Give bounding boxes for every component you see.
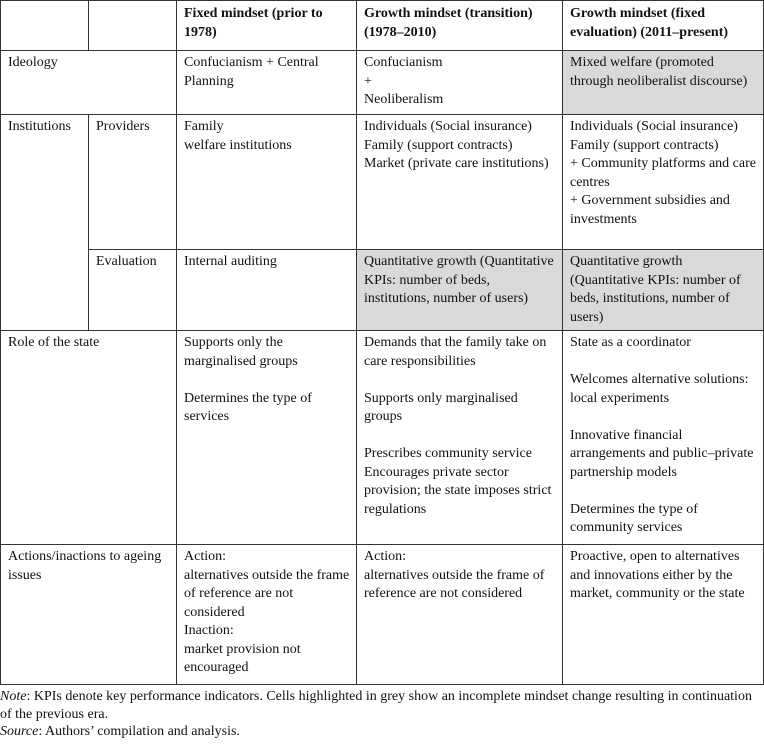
header-growth-transition: Growth mindset (transition) (1978–2010) <box>357 1 563 51</box>
cell-role-present <box>563 331 764 545</box>
cell-line: Confucianism + Central Planning <box>184 55 319 89</box>
cell-line: Quantitative growth (Quantitative KPIs: number of beds, institutions, number of users) <box>570 254 741 325</box>
cell-ideology-fixed <box>177 51 357 115</box>
header-fixed-mindset: Fixed mindset (prior to 1978) <box>177 1 357 51</box>
source-line <box>0 723 764 741</box>
cell-line: Family (support contracts) <box>570 137 719 153</box>
header-empty-1 <box>1 1 89 51</box>
row-ideology <box>1 51 764 115</box>
cell-line: Internal auditing <box>184 254 277 269</box>
cell-providers-transition <box>357 115 563 250</box>
cell-spacer <box>364 371 557 390</box>
cell-line: Quantitative growth (Quantitative KPIs: number of beds, institutions, number of users) <box>364 254 554 306</box>
source-text: : Authors’ compilation and analysis. <box>38 724 240 739</box>
row-label-ideology: Ideology <box>1 51 177 115</box>
cell-line: Action: <box>184 549 226 564</box>
cell-ideology-present <box>563 51 764 115</box>
cell-line: Market (private care institutions) <box>364 156 549 171</box>
cell-line: Family (support contracts) <box>364 137 513 153</box>
cell-line: Proactive, open to alternatives and innovations either by the market, community or the state <box>570 549 745 601</box>
row-role-of-state <box>1 331 764 545</box>
cell-line: Individuals (Social insurance) <box>364 119 532 134</box>
cell-line: market provision not encouraged <box>184 641 301 675</box>
cell-line: welfare institutions <box>184 137 292 153</box>
note-line <box>0 688 764 723</box>
row-evaluation <box>1 250 764 331</box>
cell-actions-transition <box>357 545 563 685</box>
cell-spacer <box>184 371 351 390</box>
row-sublabel-evaluation: Evaluation <box>89 250 177 331</box>
cell-line: alternatives outside the frame of reference are not considered <box>364 567 545 601</box>
cell-line: Inaction: <box>184 623 234 638</box>
header-row <box>1 1 764 51</box>
cell-line: Mixed welfare (promoted through neoliberalist discourse) <box>570 55 748 89</box>
header-empty-2 <box>89 1 177 51</box>
cell-line: + <box>364 73 372 89</box>
cell-line: Determines the type of community services <box>570 501 698 535</box>
cell-line: Supports only the marginalised groups <box>184 335 298 369</box>
cell-line: Innovative financial arrangements and public–private partnership models <box>570 427 754 480</box>
cell-role-fixed <box>177 331 357 545</box>
row-providers <box>1 115 764 250</box>
row-actions <box>1 545 764 685</box>
source-label: Source <box>0 724 39 739</box>
cell-line: Welcomes alternative solutions: local experiments <box>570 372 749 406</box>
cell-line: State as a coordinator <box>570 335 691 350</box>
note-label: Note <box>0 689 27 704</box>
table-notes <box>0 685 764 741</box>
note-text: : KPIs denote key performance indicators. Cells highlighted in grey show an incomplete mindset change resulting in continuation of the previous era. <box>0 689 752 722</box>
cell-ideology-transition <box>357 51 563 115</box>
cell-line: Action: <box>364 549 406 564</box>
cell-line: Family <box>184 119 224 134</box>
header-growth-fixed-evaluation: Growth mindset (fixed evaluation) (2011–present) <box>563 1 764 51</box>
cell-line: Demands that the family take on care responsibilities <box>364 335 547 369</box>
cell-line: Determines the type of services <box>184 390 312 424</box>
cell-role-transition <box>357 331 563 545</box>
cell-evaluation-present <box>563 250 764 331</box>
cell-spacer <box>364 427 557 446</box>
cell-actions-present <box>563 545 764 685</box>
cell-line: Prescribes community service <box>364 446 532 461</box>
cell-spacer <box>570 408 758 427</box>
cell-line: Encourages private sector provision; the state imposes strict regulations <box>364 464 552 517</box>
cell-line: + Community platforms and care centres <box>570 156 756 190</box>
row-label-actions: Actions/inactions to ageing issues <box>1 545 177 685</box>
row-label-institutions: Institutions <box>1 115 89 331</box>
cell-evaluation-fixed <box>177 250 357 331</box>
row-label-role: Role of the state <box>1 331 177 545</box>
cell-line: Individuals (Social insurance) <box>570 119 738 134</box>
cell-evaluation-transition <box>357 250 563 331</box>
cell-actions-fixed <box>177 545 357 685</box>
cell-line: + Government subsidies and investments <box>570 193 730 227</box>
cell-providers-fixed <box>177 115 357 250</box>
cell-line: Confucianism <box>364 55 443 70</box>
cell-line: Supports only marginalised groups <box>364 390 518 424</box>
cell-spacer <box>570 482 758 501</box>
cell-line: Neoliberalism <box>364 92 444 107</box>
cell-providers-present <box>563 115 764 250</box>
row-sublabel-providers: Providers <box>89 115 177 250</box>
cell-spacer <box>570 353 758 372</box>
cell-line: alternatives outside the frame of reference are not considered <box>184 567 350 620</box>
